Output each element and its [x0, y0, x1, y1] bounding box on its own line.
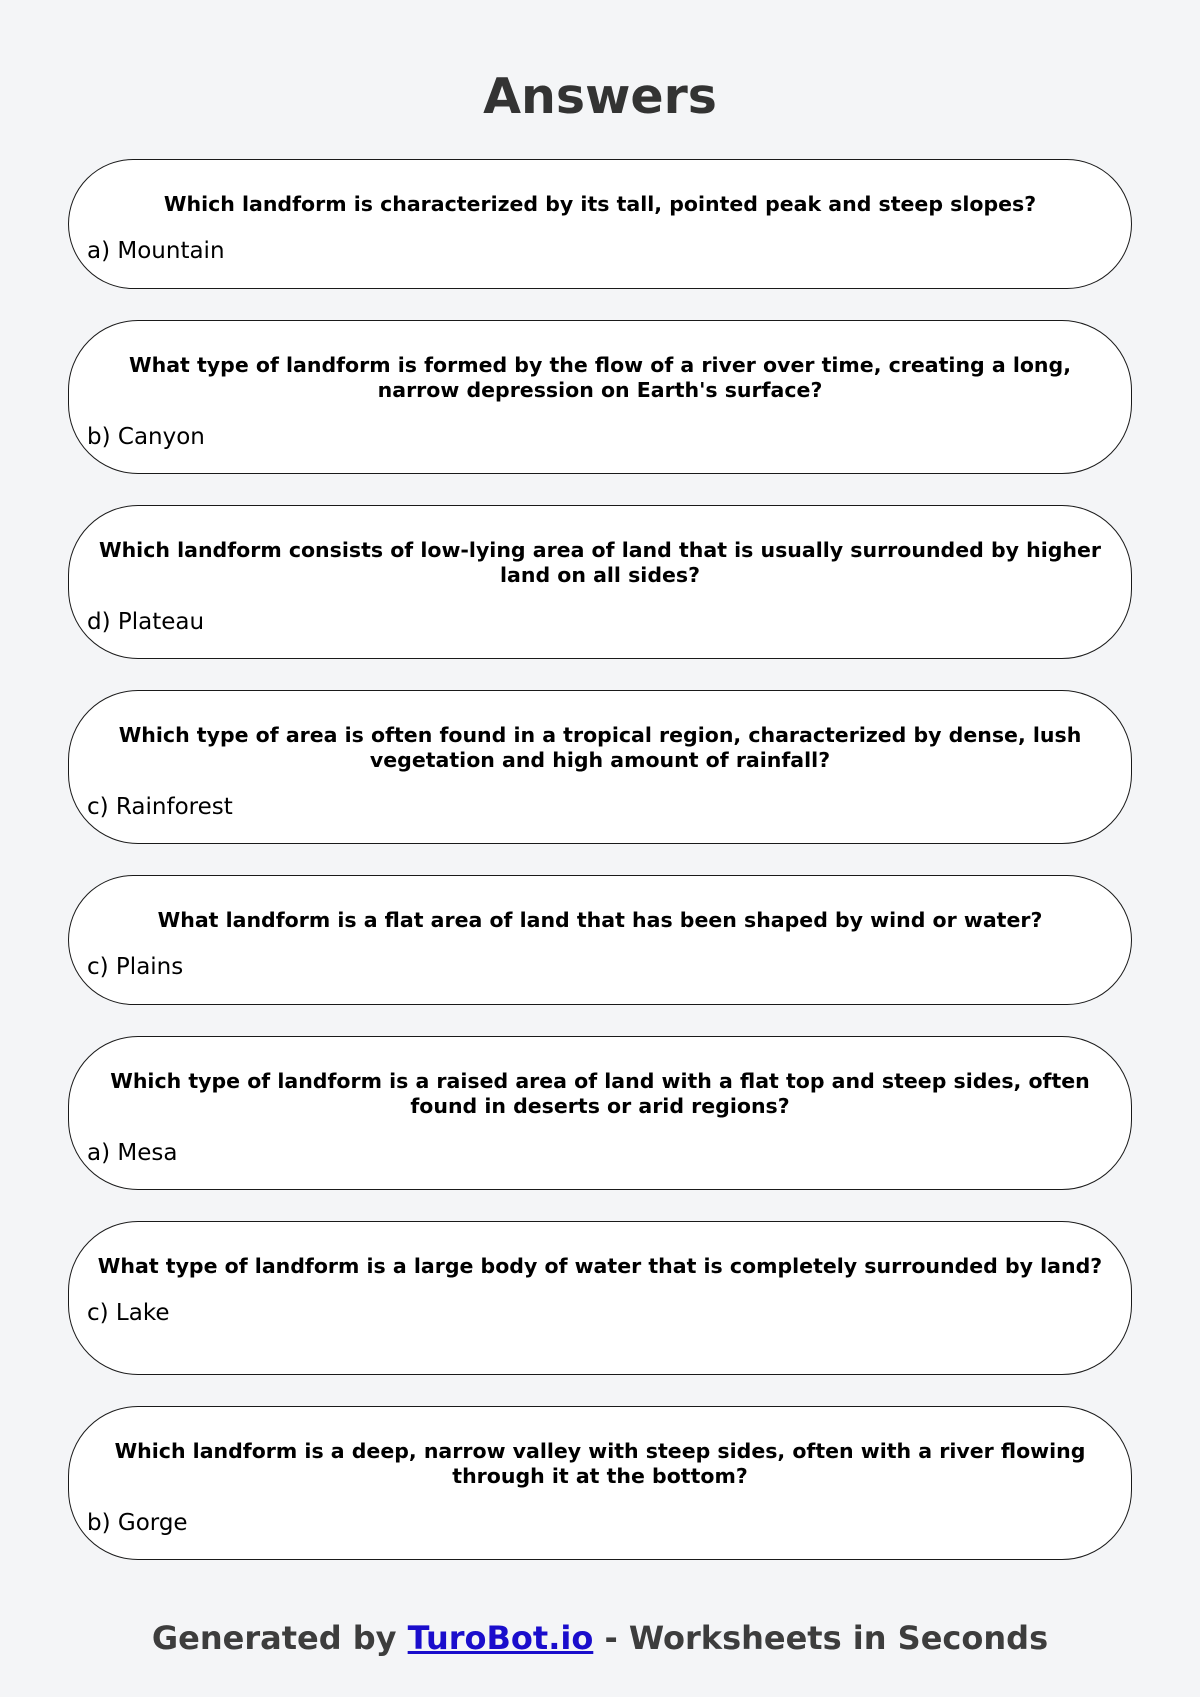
question-text: Which type of area is often found in a tropical region, characterized by dense, lush vegetation and high amount of rainfall? — [118, 723, 1082, 772]
answer-card — [68, 1036, 1132, 1190]
answer-card — [68, 875, 1132, 1005]
footer-credit — [0, 1618, 1200, 1658]
answer-text: c) Lake — [87, 1300, 170, 1326]
question-text: Which type of landform is a raised area of land with a flat top and steep sides, often found in deserts or arid regions? — [110, 1069, 1090, 1118]
answer-text: c) Plains — [87, 954, 184, 980]
turobot-link[interactable]: TuroBot.io — [407, 1619, 594, 1657]
question-text: Which landform is a deep, narrow valley with steep sides, often with a river flowing through it at the bottom? — [114, 1439, 1086, 1488]
answer-text: b) Gorge — [87, 1510, 188, 1536]
question-text: Which landform is characterized by its tall, pointed peak and steep slopes? — [163, 192, 1037, 216]
answer-text: d) Plateau — [87, 609, 205, 635]
answer-card — [68, 505, 1132, 659]
question-text: What type of landform is a large body of water that is completely surrounded by land? — [97, 1254, 1103, 1278]
answer-card — [68, 159, 1132, 289]
answer-text: a) Mountain — [87, 238, 225, 264]
answer-card — [68, 320, 1132, 474]
answer-card — [68, 1406, 1132, 1560]
question-text: What landform is a flat area of land that has been shaped by wind or water? — [157, 908, 1043, 932]
page-title: Answers — [483, 68, 717, 125]
footer-prefix: Generated by — [151, 1619, 408, 1657]
answer-card — [68, 690, 1132, 844]
answer-card — [68, 1221, 1132, 1375]
answer-text: b) Canyon — [87, 424, 205, 450]
answer-text: a) Mesa — [87, 1140, 178, 1166]
footer-suffix: - Worksheets in Seconds — [593, 1619, 1049, 1657]
answer-text: c) Rainforest — [87, 794, 233, 820]
question-text: Which landform consists of low-lying area of land that is usually surrounded by higher land on all sides? — [98, 538, 1102, 587]
answer-list — [68, 159, 1132, 1591]
question-text: What type of landform is formed by the flow of a river over time, creating a long, narrow depression on Earth's surface? — [129, 353, 1071, 402]
